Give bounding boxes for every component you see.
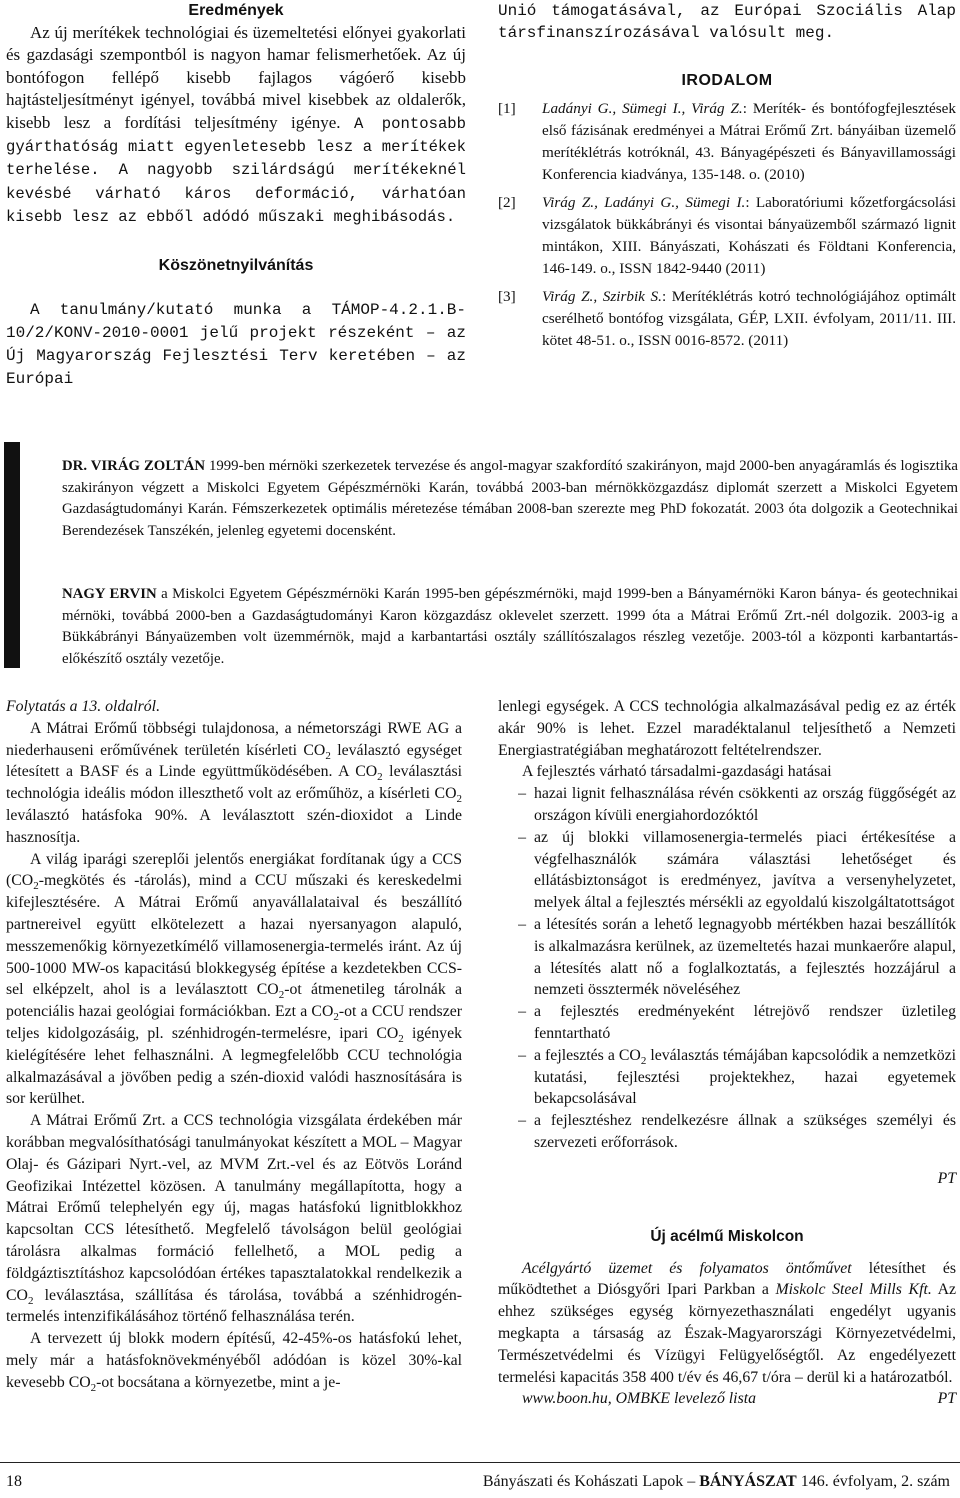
funding-continuation: Unió támogatásával, az Európai Szociális Alap társfinanszírozásával valósult meg.	[498, 2, 956, 42]
reference-text: : Merítéklétrás kotró technológiájához optimált cserélhető bontófog vizsgálata, GÉP, LXII. évfolyam, 2011/11. III. kötet 48-51. o., ISSN 0016-8572. (2011)	[542, 288, 956, 349]
reference-item	[498, 192, 956, 280]
list-item: – a fejlesztés eredményeként létrejövő rendszer üzletileg fenntartható	[518, 1003, 956, 1042]
list-item: – az új blokki villamosenergia-termelés piaci értékesítése a végfelhasználók számára választási lehetőséget és ellátásbiztonságot is eredményez, javítva a versenyhelyzetet, melyek által a fejlesztés mérsékli az egyoldalú kiszolgáltatottságot	[518, 828, 956, 912]
author-signature: PT	[937, 1169, 956, 1187]
reference-authors: Virág Z., Szirbik S.	[542, 288, 662, 305]
article-paragraph: lenlegi egységek. A CCS technológia alkalmazásával pedig ez az érték akár 90% is lehet. Ezzel maradéktalanul teljesíthető a Nemzeti Energiastratégiában meghatározott feltételrendszer.	[498, 698, 956, 759]
bio-sidebar-bar	[4, 442, 20, 668]
reference-number: [2]	[498, 194, 516, 211]
results-heading: Eredmények	[188, 2, 284, 19]
ack-heading: Köszönetnyilvánítás	[158, 256, 314, 274]
lower-right-column	[498, 696, 956, 1410]
bio-text: a Miskolci Egyetem Gépészmérnöki Karán 1995-ben gépészmérnöki, majd 1999-ben a Bányamérnöki Karon bánya- és geotechnikai mérnöki, továbbá 2000-ben a Gazdaságtudományi Karon közgazdász oklevelet szerzett. 1999 óta a Mátrai Erőmű Zrt.-nél dolgozik. 2003-ig a Bükkábrányi Bányaüzemben volt üzemmérnök, majd a karbantartási osztály szállítószalagos részleg vezetője. 2003-tól a központi karbantartás-előkészítő osztály vezetője.	[62, 586, 958, 667]
ack-text: A tanulmány/kutató munka a TÁMOP-4.2.1.B-10/2/KONV-2010-0001 jelű projekt részeként – az Új Magyarország Fejlesztési Terv keretében – az Európai	[6, 300, 466, 388]
reference-authors: Virág Z., Ladányi G., Sümegi I.	[542, 194, 746, 211]
top-left-column	[6, 0, 466, 391]
list-item: – hazai lignit felhasználása révén csökkenti az ország függőségét az országon kívüli energiahordozóktól	[518, 785, 956, 824]
article-paragraph: A Mátrai Erőmű többségi tulajdonosa, a németországi RWE AG a niederhauseni erőművének területén kísérleti $CO_2$ leválasztó egységet létesített a BASF és a Linde együttműködésében. A $CO_2$ leválasztási technológia ideális módon illeszthető volt az erőműhöz, a kísérleti $CO_2$ leválasztó hatásfoka 90%. A leválasztott szén-dioxidot a Linde hasznosítja.	[6, 719, 462, 846]
news-source: www.boon.hu, OMBKE levelező lista PT	[498, 1388, 956, 1410]
reference-number: [1]	[498, 100, 516, 117]
author-bio-2	[62, 584, 958, 670]
continuation-note: Folytatás a 13. oldalról.	[6, 698, 161, 715]
reference-text: : Laboratóriumi kőzetforgácsolási vizsgálatok bükkábrányi és visontai bányaüzemből származó lignit mintákon, XIII. Bányászati, Kohászati és Földtani Konferencia, 146-149. o., ISSN 1842-9440 (2011)	[542, 194, 957, 277]
references-heading: IRODALOM	[681, 72, 773, 89]
impacts-intro: A fejlesztés várható társadalmi-gazdasági hatásai	[522, 763, 832, 781]
journal-title: Bányászati és Kohászati Lapok – BÁNYÁSZAT 146. évfolyam, 2. szám	[482, 1473, 950, 1490]
list-item: – a létesítés során a lehető legnagyobb mértékben hazai beszállítók is alkalmazásra kerülnek, az üzemeltetés hazai munkaerőre alapul, a létesítés alatt nő a foglalkoztatás, a fejlesztés hozzájárul a nemzeti össztermék növeléséhez	[518, 915, 956, 999]
results-text-a: Az új merítékek technológiai és üzemeltetési előnyei gyakorlati és gazdasági szempontból is nagyon hamar felismerhetőek. Az új bontófogon fellépő kisebb fajlagos vágóerő kisebb hajtásteljesítményt igényel, továbbá mivel kisebbek az oldalerők, kisebb lesz a fordítási teljesítmény igénye.	[6, 23, 466, 132]
reference-item	[498, 286, 956, 352]
reference-item	[498, 98, 956, 186]
results-text-b: A pontosabb gyárthatóság miatt egyenletesebb lesz a merítékek terhelése. A nagyobb szilárdságú merítékeknél kevésbé várható káros deformáció, várhatóan kisebb lesz az ebből adódó műszaki meghibásodás.	[6, 114, 467, 227]
news-heading: Új acélmű Miskolcon	[650, 1227, 804, 1245]
results-paragraph	[6, 22, 466, 229]
reference-text: : Meríték- és bontófogfejlesztések első fázisának eredményei a Mátrai Erőmű Zrt. bányáiban üzemelő merítéklétrás kotróknál, 43. Bányagépészeti és Bányavillamossági Konferencia kiadványa, 135-148. o. (2010)	[542, 100, 956, 183]
news-paragraph: Acélgyártó üzemet és folyamatos öntőművet létesíthet és működtethet a Diósgyőri Ipari Parkban a Miskolc Steel Mills Kft. Az ehhez szükséges egység környezethasználati engedélyt ugyanis megkapta a társaság az Észak-Magyarországi Környezetvédelmi, Természetvédelmi és Vízügyi Felügyelőségtől. Az engedélyezett termelési kapacitás 358 400 t/év és 46,67 t/óra – derül ki a határozatból.	[498, 1259, 956, 1386]
top-right-column	[498, 0, 956, 352]
lower-left-column	[6, 696, 462, 1394]
author-signature: PT	[937, 1390, 956, 1408]
article-paragraph: A tervezett új blokk modern építésű, 42-45%-os hatásfokú lehet, mely már a hatásfoknövekményéből adódóan is közel 30%-kal kevesebb $CO_2-ot$ bocsátana a környezetbe, mint a je-	[6, 1330, 462, 1394]
article-paragraph: A Mátrai Erőmű Zrt. a CCS technológia vizsgálata érdekében már korábban megvalósíthatósági tanulmányokat készített a MOL – Magyar Olaj- és Gázipari Nyrt.-vel, az MVM Zrt.-vel és az Eötvös Loránd Geofizikai Intézettel közösen. A tanulmány megállapította, hogy a Mátrai Erőmű telephelyén egy új, magas hatásfokú lignitblokkhoz kapcsoltan CCS létesíthető. Megfelelő távolságon belül geológiai tárolásra alkalmas formáció fellelhető, a MOL pedig a földgáztisztításhoz kapcsolódóan értékes tapasztalatokkal rendelkezik a $CO_2$ leválasztása, szállítása és tárolása, továbbá a szénhidrogén-termelés intenzifikálásához történő felhasználása terén.	[6, 1112, 462, 1326]
bio-text: 1999-ben mérnöki szerkezetek tervezése és angol-magyar szakfordító szakirányon, majd 2000-ben anyagáramlás és logisztika szakirányon végzett a Miskolci Egyetem Gépészmérnöki Karán, továbbá 2003-ban mérnökközgazdász diplomát szerzett a Miskolci Egyetem Gazdaságtudományi Karán. Fémszerkezetek optimális méretezése témában 2008-ban szerezte meg PhD fokozatát. 2003 óta dolgozik a Geotechnikai Berendezések Tanszékén, jelenleg egyetemi docensként.	[62, 458, 958, 539]
reference-authors: Ladányi G., Sümegi I., Virág Z.	[542, 100, 743, 117]
list-item: – a fejlesztés a $CO_2$ leválasztás témájában kapcsolódik a nemzetközi kutatási, fejlesztési projektekhez, hazai egyetemek bekapcsolásával	[518, 1046, 956, 1108]
author-bio-1	[62, 456, 958, 542]
page-footer	[0, 1462, 960, 1497]
reference-number: [3]	[498, 288, 516, 305]
bio-name: NAGY ERVIN	[62, 586, 157, 602]
page-number: 18	[6, 1473, 22, 1490]
article-paragraph: A világ iparági szereplői jelentős energiákat fordítanak úgy a CCS ($CO_2$-megkötés és -tárolás), mind a CCU műszaki és kereskedelmi kifejlesztésére. A Mátrai Erőmű anyavállalataival és beszállító partnereivel együtt elkötelezett a hazai nyersanyagon alapuló, messzemenőkig környezetkímélő villamosenergia-termelés iránt. Az új 500-1000 MW-os kapacitású blokkegység építése a kezdetekben CCS-sel elképzelt, ahol is a leválasztott $CO_2-ot$ átmenetileg tárolnák a potenciális hazai geológiai formációkban. Ezt a $CO_2-ot$ a CCU rendszer teljes kidolgozásáig, pl. szénhidrogén-termelésre, ipari $CO_2$ igények kielégítésére lehet felhasználni. A legmegfelelőbb CCU technológia alkalmazásával a jövőben pedig a szén-dioxid valódi hasznosítására is sor kerülhet.	[6, 850, 462, 1108]
list-item: – a fejlesztéshez rendelkezésre állnak a szükséges személyi és szervezeti erőforrások.	[518, 1112, 956, 1151]
bio-name: DR. VIRÁG ZOLTÁN	[62, 458, 206, 474]
